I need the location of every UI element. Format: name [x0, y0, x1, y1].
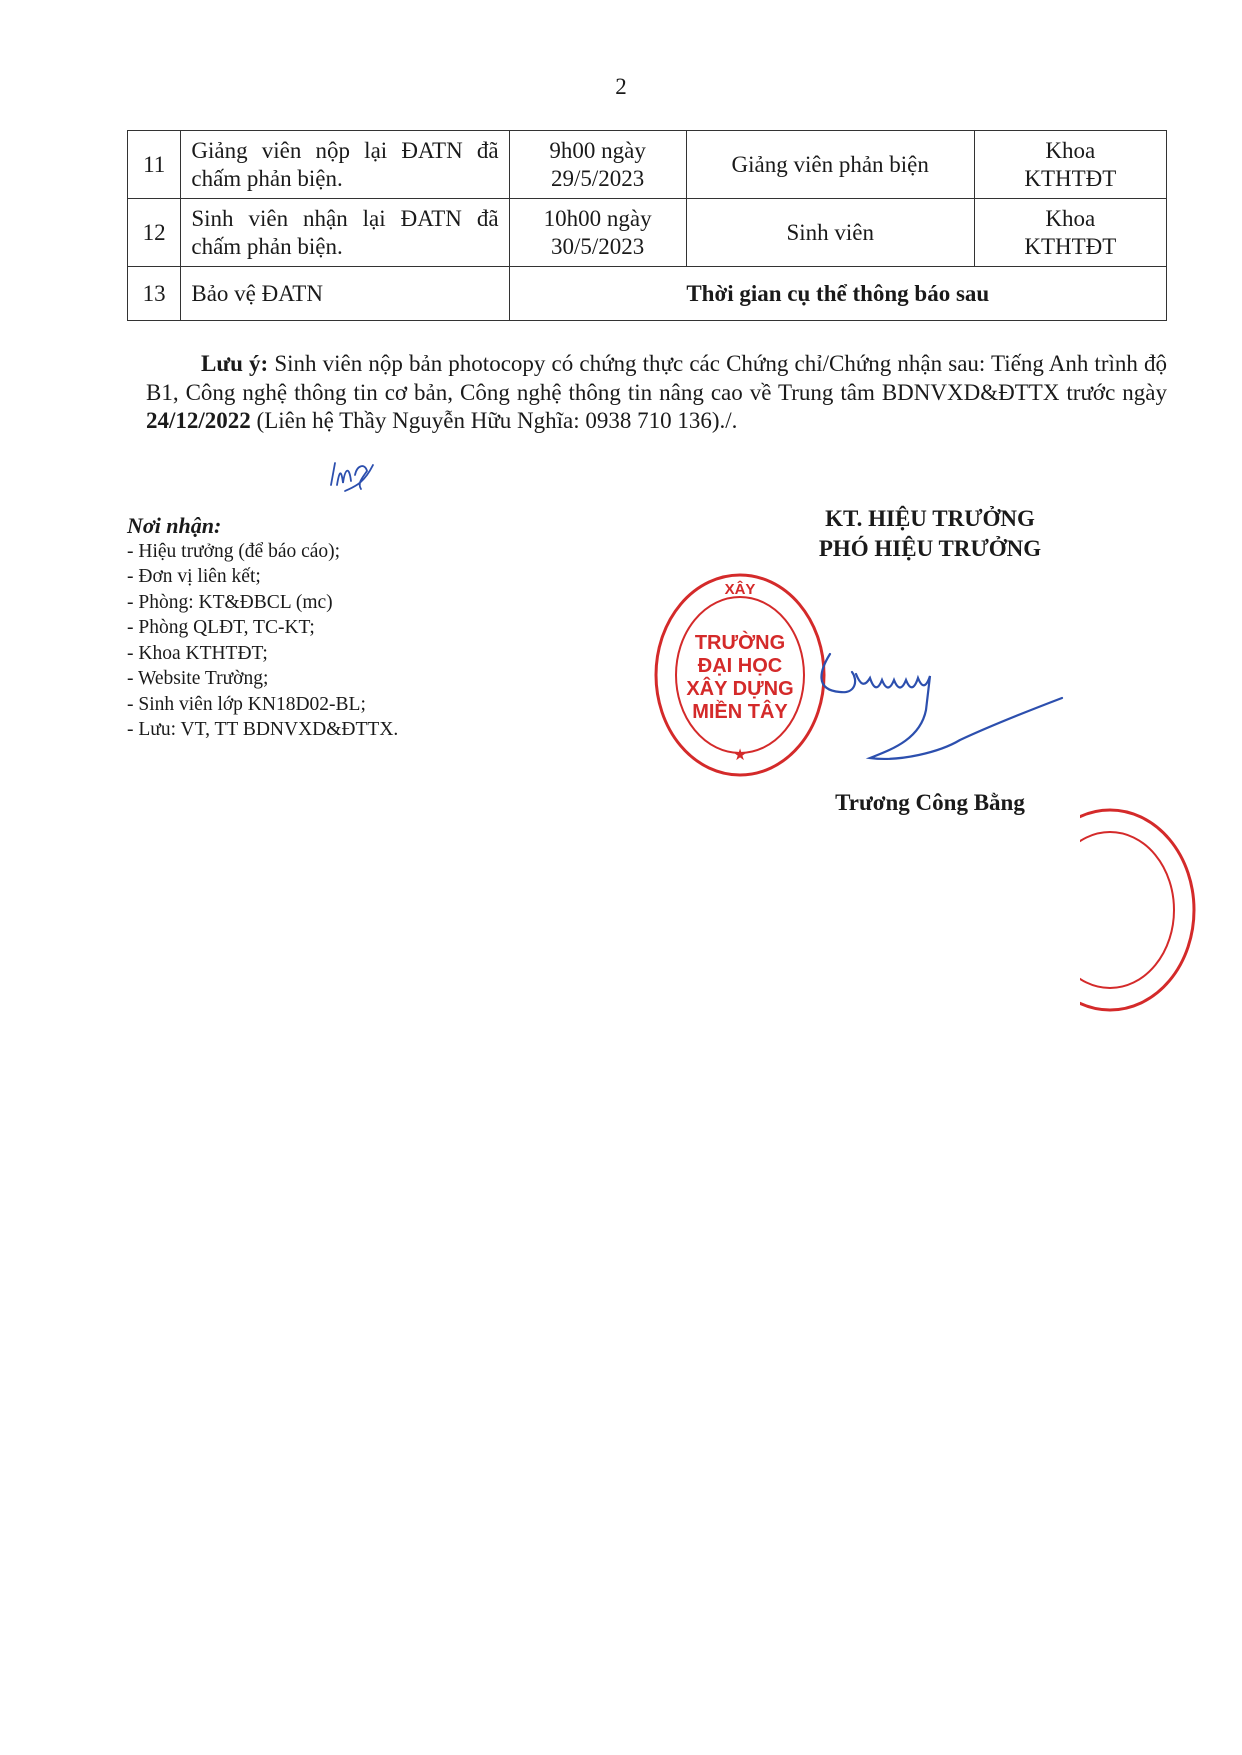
svg-text:XÂY: XÂY — [724, 581, 756, 598]
signature-title — [735, 504, 1125, 564]
svg-text:TRƯỜNG: TRƯỜNG — [694, 632, 786, 654]
signature-title-line2: PHÓ HIỆU TRƯỞNG — [818, 536, 1042, 561]
recipient-item: - Website Trường; — [127, 668, 269, 689]
table-row — [128, 199, 1167, 267]
note-text: Sinh viên nộp bản photocopy có chứng thực các Chứng chỉ/Chứng nhận sau: Tiếng Anh trình độ B1, Công nghệ thông tin cơ bản, Công nghệ thông tin nâng cao về Trung tâm BDNVXD&ĐTTX trước ngày — [146, 351, 1167, 405]
svg-text:★: ★ — [732, 745, 748, 764]
handwritten-initial — [327, 455, 375, 493]
page-number: 2 — [615, 74, 627, 99]
partial-seal-stamp — [1080, 800, 1200, 1020]
task-cell: Sinh viên nhận lại ĐATN đã chấm phản biện. — [181, 199, 509, 267]
recipient-item: - Hiệu trưởng (để báo cáo); — [127, 540, 341, 562]
handwritten-signature — [800, 640, 1070, 780]
task-cell: Bảo vệ ĐATN — [181, 267, 509, 321]
responsible-cell: Sinh viên — [686, 199, 974, 267]
table-row — [128, 267, 1167, 321]
schedule-table — [127, 130, 1167, 321]
recipients-heading: Nơi nhận: — [127, 513, 222, 538]
deadline-date: 24/12/2022 — [146, 408, 251, 433]
time-cell: 9h00 ngày 29/5/2023 — [509, 131, 686, 199]
recipient-item: - Sinh viên lớp KN18D02-BL; — [127, 693, 366, 715]
place-cell: Khoa KTHTĐT — [974, 131, 1166, 199]
recipient-item: - Đơn vị liên kết; — [127, 566, 261, 587]
time-cell: 10h00 ngày 30/5/2023 — [509, 199, 686, 267]
table-row — [128, 131, 1167, 199]
svg-text:ĐẠI HỌC: ĐẠI HỌC — [697, 655, 783, 677]
recipients-block — [127, 513, 398, 743]
signer-name: Trương Công Bằng — [835, 790, 1025, 815]
place-cell: Khoa KTHTĐT — [974, 199, 1166, 267]
recipient-item: - Phòng: KT&ĐBCL (mc) — [127, 591, 333, 613]
merged-schedule-cell: Thời gian cụ thể thông báo sau — [509, 267, 1166, 321]
row-number: 13 — [128, 267, 181, 321]
note-contact: (Liên hệ Thầy Nguyễn Hữu Nghĩa: 0938 710 136)./. — [250, 408, 738, 433]
svg-text:MIỀN TÂY: MIỀN TÂY — [692, 701, 788, 723]
recipient-item: - Lưu: VT, TT BDNVXD&ĐTTX. — [127, 719, 399, 740]
recipient-item: - Khoa KTHTĐT; — [127, 642, 268, 664]
row-number: 12 — [128, 199, 181, 267]
row-number: 11 — [128, 131, 181, 199]
svg-text:XÂY DỰNG: XÂY DỰNG — [686, 678, 794, 700]
recipient-item: - Phòng QLĐT, TC-KT; — [127, 617, 315, 638]
note-label: Lưu ý: — [201, 351, 269, 376]
signature-title-line1: KT. HIỆU TRƯỞNG — [825, 506, 1035, 531]
responsible-cell: Giảng viên phản biện — [686, 131, 974, 199]
task-cell: Giảng viên nộp lại ĐATN đã chấm phản biện. — [181, 131, 509, 199]
note-paragraph — [146, 350, 1167, 436]
